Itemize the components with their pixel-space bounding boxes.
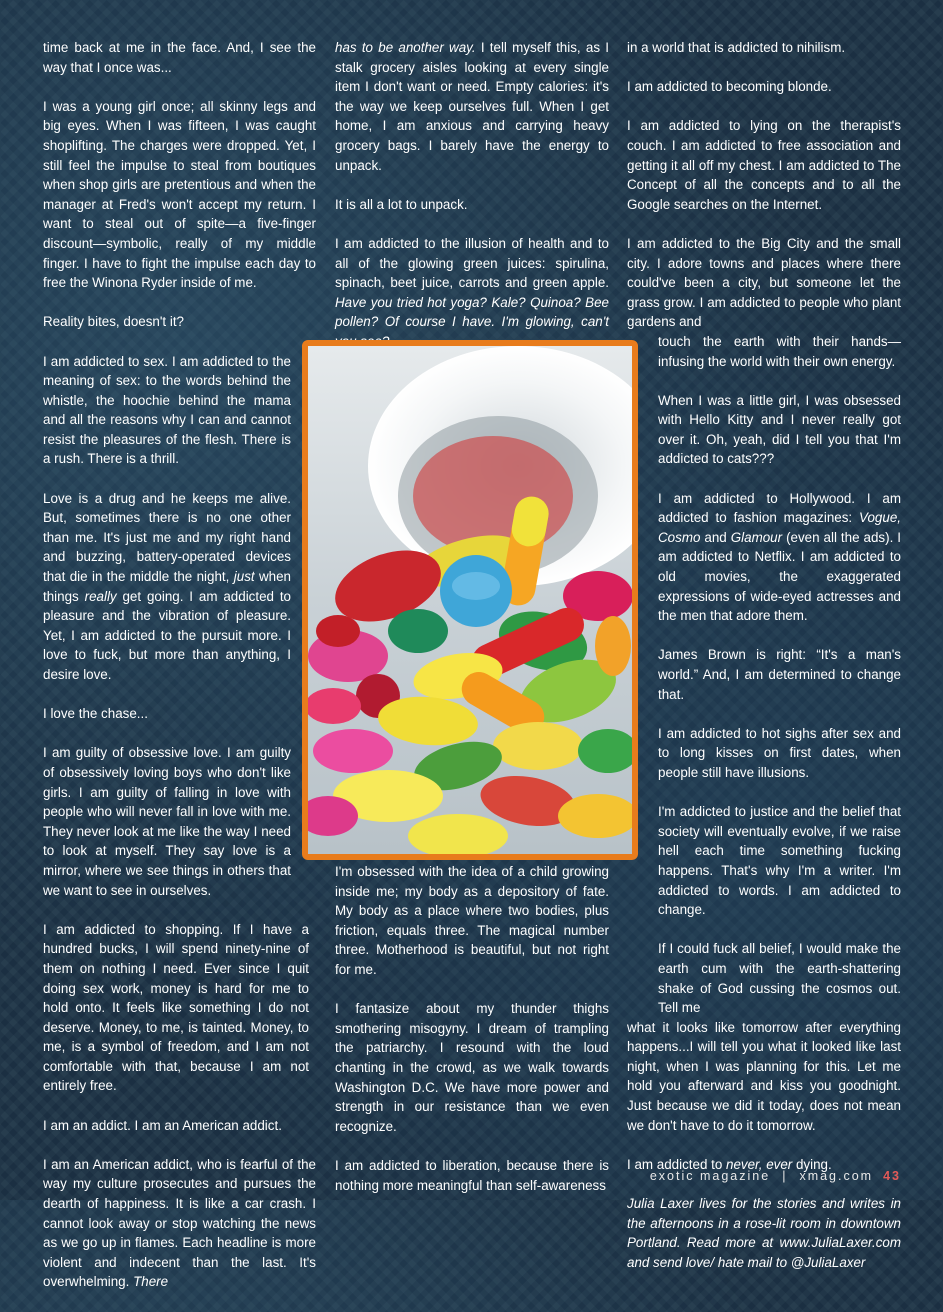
page-number: 43 (883, 1169, 901, 1183)
paragraph: If I could fuck all belief, I would make the earth cum with the earth-shattering shake of God cussing the cosmos out. Tell me (658, 941, 901, 1016)
paragraph-last: I am an American addict, who is fearful of the way my culture prosecutes and pursues the dearth of happiness. It is like a car crash. I cannot look away or stop watching the news as we go up in flames. Each headline is more violent and indecent than the last. It's overwhelming. There (43, 1156, 316, 1290)
page-footer (650, 1169, 901, 1183)
paragraph: I am addicted to shopping. If I have a hundred bucks, I will spend ninety-nine of them on nothing I need. Ever since I quit doing sex work, money is hard for me to hold onto. It feels like something I do not deserve. Money, to me, is tainted. Money, to me, is a symbol of freedom, and I am not comfortable with that, because I am not entirely free. (43, 921, 309, 1094)
paragraph-love: Love is a drug and he keeps me alive. But, sometimes there is no one other than me. It's just me and my right hand and buzzing, battery-operated devices that die in the middle the night, just when things really get going. I am addicted to pleasure and the vibration of pleasure. Yet, I am addicted to the pursuit more. I love to fuck, but more than anything, I desire love. (43, 490, 292, 682)
paragraph: I am addicted to the Big City and the small city. I adore towns and places where there could've been a city, but someone let the grass grow. I am addicted to people who plant gardens and (627, 235, 901, 330)
paragraph: I'm addicted to justice and the belief that society will eventually evolve, if we raise hell each time something fucking happens. That's why I'm a writer. I'm addicted to words. I am addicted to change. (658, 804, 901, 918)
paragraph: I'm obsessed with the idea of a child growing inside me; my body as a depository of fate. My body as a place where two bodies, plus friction, equals three. The magical number three. Motherhood is beautiful, but not right for me. (335, 864, 609, 977)
column-2-bottom (335, 862, 609, 1215)
paragraph: I am addicted to liberation, because there is nothing more meaningful than self-awareness (335, 1157, 609, 1193)
paragraph: I was a young girl once; all skinny legs and big eyes. When I was fifteen, I was caught shoplifting. The charges were dropped. Yet, I still feel the impulse to steal from boutiques when shop girls are pretentious and when the manager at Fred's won't accept my return. I want to steal out of spite—a five-finger discount—symbolic, really of my middle finger. I have to fight the impulse each day to free the Winona Ryder inside of me. (43, 98, 316, 291)
paragraph: I am addicted to sex. I am addicted to the meaning of sex: to the words behind the whistle, the hoochie behind the mama and all the reasons why I can and cannot resist the pleasures of the flesh. There is a rush. There is a thrill. (43, 353, 291, 467)
paragraph: I love the chase... (43, 706, 148, 722)
footer-separator: | (782, 1169, 788, 1183)
column-1 (43, 38, 316, 1312)
pills-photo (302, 340, 638, 860)
paragraph: has to be another way. I tell myself this, as I stalk grocery aisles looking at every single item I don't want or need. Empty calories: it's the way we keep ourselves full. When I get home, I am anxious and carrying heavy grocery bags. I barely have the energy to unpack. (335, 40, 609, 173)
paragraph: It is all a lot to unpack. (335, 196, 468, 212)
paragraph: what it looks like tomorrow after everything happens...I will tell you what it looked like last night, when I was planning for this. Let me hold you afterward and kiss you goodnight. Just because we did it today, does not mean we don't have to do it tomorrow. (627, 1019, 901, 1133)
magazine-name: exotic magazine (649, 1169, 771, 1183)
paragraph: I am addicted to Hollywood. I am addicted to fashion magazines: Vogue, Cosmo and Glamour (even all the ads). I am addicted to Netflix. I am addicted to old movies, the exaggerated expressions of wide-eyed actresses and the men that adore them. (658, 490, 901, 624)
column-2-top (335, 38, 609, 371)
paragraph: touch the earth with their hands—infusing the world with their own energy. (658, 333, 901, 369)
paragraph: I am addicted to lying on the therapist's couch. I am addicted to free association and getting it all off my chest. I am addicted to The Concept of all the concepts and to all the Google searches on the Internet. (627, 118, 901, 212)
paragraph: I am addicted to the illusion of health and to all of the glowing green juices: spirulina, spinach, beet juice, carrots and green apple. Have you tried hot yoga? Kale? Quinoa? Bee pollen? Of course I have. I'm glowing, can't (335, 235, 609, 330)
author-bio: Julia Laxer lives for the stories and writes in the afternoons in a rose-lit room in downtown Portland. Read more at www.JuliaLaxer.com and send love/ hate mail to @JuliaLaxer (627, 1196, 901, 1270)
paragraph: I am an addict. I am an American addict. (43, 1117, 282, 1133)
paragraph: I am addicted to becoming blonde. (627, 79, 832, 95)
paragraph: I am addicted to hot sighs after sex and to long kisses on first dates, when people still have illusions. (658, 725, 901, 780)
site-name: xmag.com (799, 1169, 874, 1183)
paragraph: James Brown is right: “It's a man's world.” And, I am determined to change that. (658, 647, 901, 702)
paragraph: Reality bites, doesn't it? (43, 314, 185, 330)
pills-illustration (308, 346, 632, 854)
paragraph: I am addicted to never, ever dying. (627, 1156, 832, 1172)
paragraph: I am guilty of obsessive love. I am guilty of obsessively loving boys who don't like girls. I am guilty of falling in love with people who will never fall in love with me. They never look at me like the way I need to look at myself. They say love is a mirror, where we see things in others that we want to see in ourselves. (43, 745, 291, 898)
column-3 (627, 38, 901, 1292)
paragraph: When I was a little girl, I was obsessed with Hello Kitty and I never really got over it. Oh, yeah, did I tell you that I'm addicted to cats??? (658, 392, 901, 467)
paragraph: in a world that is addicted to nihilism. (627, 40, 846, 55)
paragraph: time back at me in the face. And, I see the way that I once was... (43, 40, 316, 75)
paragraph: I fantasize about my thunder thighs smothering misogyny. I dream of trampling the patriarchy. I resound with the loud chanting in the crowd, as we walk towards Washington D.C. We have more power and strength in our resistance than we even recognize. (335, 1001, 609, 1134)
